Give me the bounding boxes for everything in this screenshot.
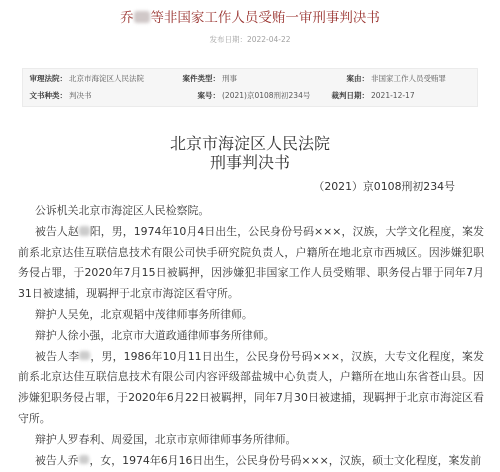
paragraph-text-after: 阳，男，1974年10月4日出生，公民身份号码×××，汉族，大学文化程度，案发前系北京达佳互联信息技术有限公司快手研究院负责人，户籍所在地北京市西城区。因涉嫌犯职务侵占罪，于2020年7月15日被羁押，因涉嫌犯非国家工作人员受贿罪、职务侵占罪于同年7月31日被逮捕，现羁押于北京市海淀区看守所。: [18, 224, 484, 301]
paragraph-text-before: 被告人李: [35, 349, 80, 363]
case-type-value: 刑事: [222, 74, 237, 83]
judgment-date-label: 裁判日期：: [331, 91, 369, 100]
document-title: 刑事判决书: [209, 153, 290, 172]
judgment-body: [18, 201, 484, 472]
redacted-name-blur: [79, 351, 90, 361]
paragraph-text-before: 被告人赵: [35, 224, 79, 238]
document-court-name: 北京市海淀区人民法院: [169, 134, 330, 153]
publish-date: [0, 35, 500, 45]
case-no-value: (2021)京0108刑初234号: [222, 91, 311, 100]
paragraph-defendant-zhao: [18, 222, 484, 305]
paragraph-defender-wu: 辩护人吴免，北京观韬中茂律师事务所律师。: [35, 307, 253, 321]
redacted-name-blur: [79, 455, 90, 465]
doc-type-value: 判决书: [69, 91, 92, 100]
court-value: 北京市海淀区人民法院: [69, 74, 144, 83]
case-info-panel: [22, 68, 478, 107]
case-type-label: 案件类型：: [182, 74, 220, 83]
paragraph-text-after: ，女，1974年6月16日出生，公民身份号码×××，汉族，硕士文化程度，案发前: [89, 453, 482, 467]
judgment-date-value: 2021-12-17: [371, 91, 415, 100]
paragraph-defendant-qiao: [18, 451, 484, 472]
paragraph-prosecutor: 公诉机关北京市海淀区人民检察院。: [35, 204, 210, 217]
paragraph-defendant-li: [18, 347, 484, 430]
redacted-name-blur: [79, 226, 90, 236]
publish-date-value: 2022-04-22: [246, 35, 291, 44]
publish-date-label: 发布日期：: [209, 35, 247, 44]
cause-value: 非国家工作人员受贿罪: [371, 74, 446, 83]
paragraph-text-before: 被告人乔: [35, 453, 79, 467]
paragraph-defenders-luo-zhou: 辩护人罗春利、周爱国，北京市京师律师事务所律师。: [35, 432, 297, 446]
doc-type-label: 文书种类：: [29, 91, 67, 100]
redacted-name-blur: [134, 11, 151, 23]
court-label: 审理法院：: [29, 74, 67, 83]
case-no-label: 案号：: [197, 91, 220, 100]
paragraph-defender-xu: 辩护人徐小强，北京市大道政通律师事务所律师。: [35, 328, 275, 342]
title-suffix: 等非国家工作人员受贿一审刑事判决书: [150, 10, 380, 26]
cause-label: 案由：: [346, 74, 369, 83]
document-case-number: （2021）京0108刑初234号: [313, 180, 455, 193]
page-title: [0, 9, 500, 27]
title-prefix: 乔: [120, 10, 134, 26]
paragraph-text-after: ，男，1986年10月11日出生，公民身份号码×××，汉族，大专文化程度，案发前系北京达佳互联信息技术有限公司内容评级部盐城中心负责人，户籍所在地山东省苍山县。因涉嫌犯职务侵占罪，于2020年6月22日被羁押，同年7月30日被逮捕，现羁押于北京市海淀区看守所。: [18, 349, 484, 425]
